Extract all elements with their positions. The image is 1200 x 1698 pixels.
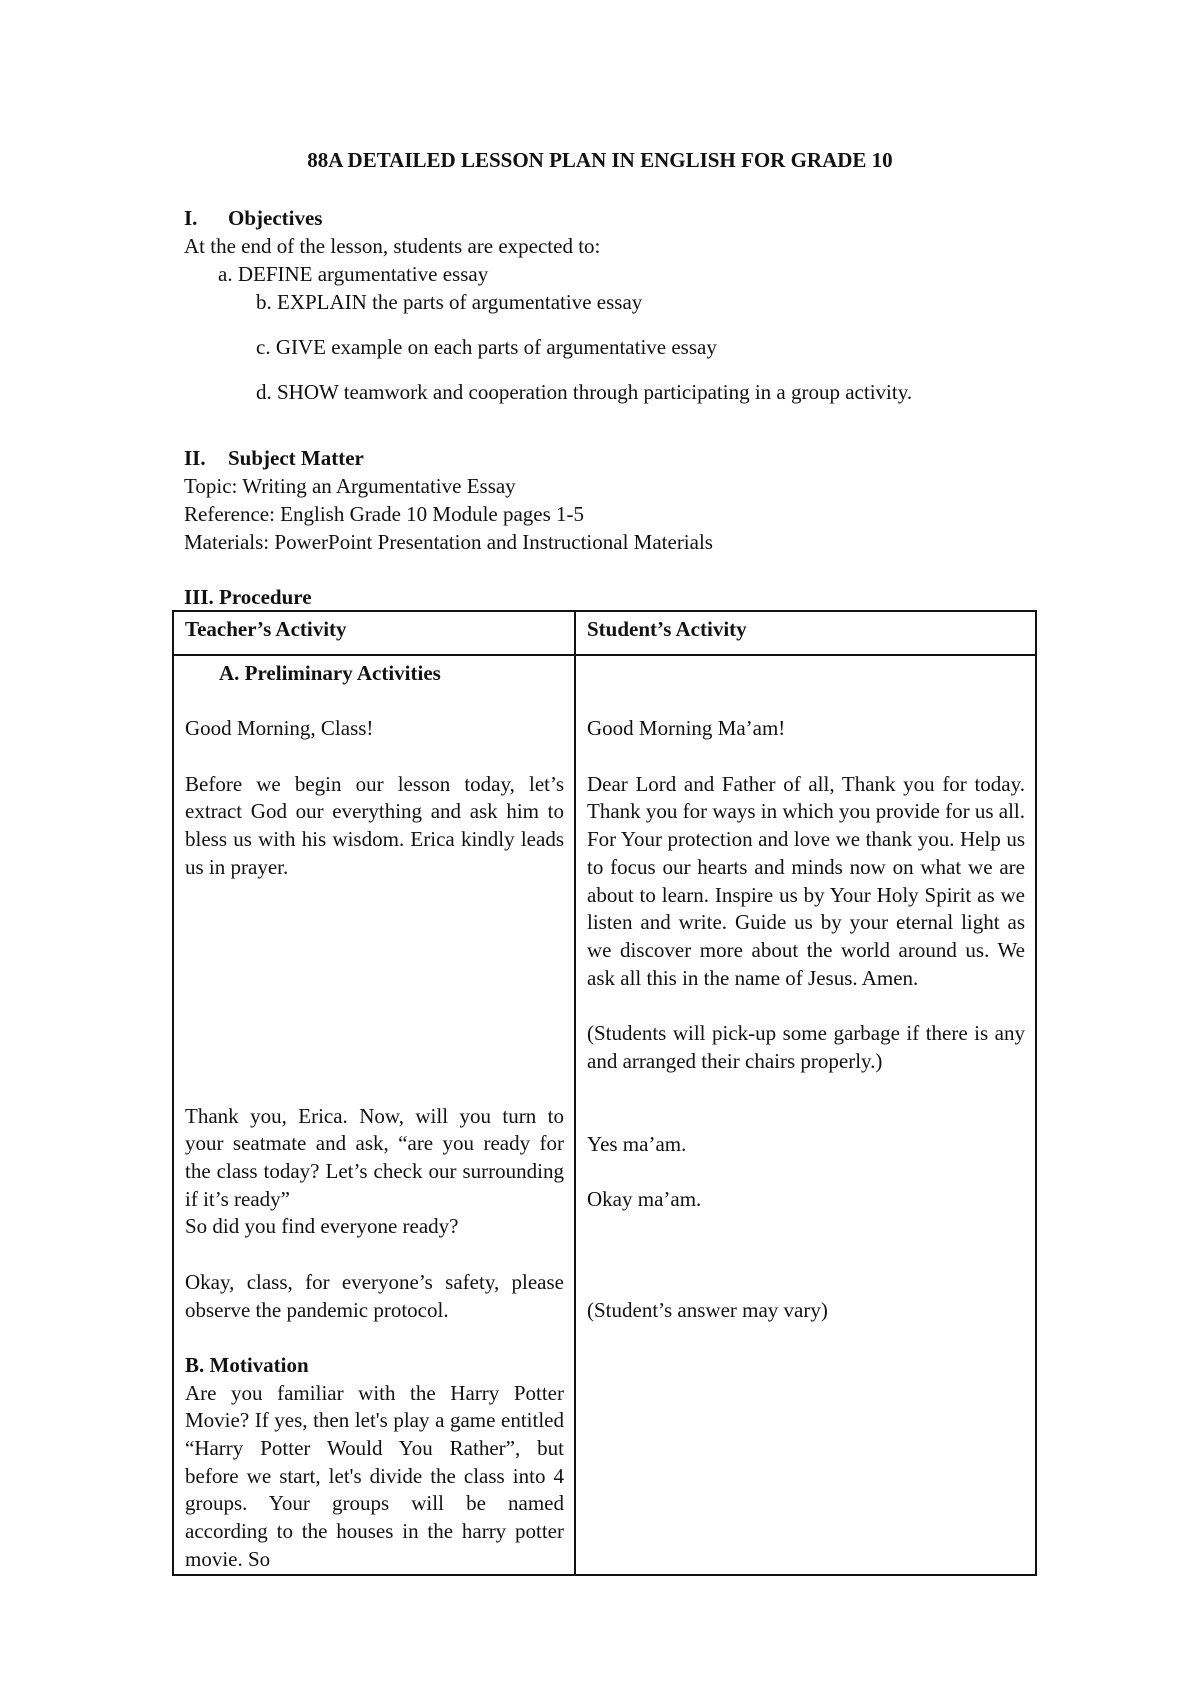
subject-matter-number: II. <box>184 446 206 470</box>
objectives-heading-text: Objectives <box>228 206 323 230</box>
objective-item-a: a. DEFINE argumentative essay <box>218 262 489 286</box>
objectives-intro: At the end of the lesson, students are expected to: <box>184 234 601 258</box>
teacher-greeting: Good Morning, Class! <box>185 716 374 741</box>
student-greeting: Good Morning Ma’am! <box>587 716 786 741</box>
teacher-safety-reminder: Okay, class, for everyone’s safety, please observe the pandemic protocol. <box>185 1269 564 1322</box>
teacher-activity-cell <box>173 655 575 1575</box>
subject-matter-heading-text: Subject Matter <box>228 446 364 470</box>
column-header-teacher: Teacher’s Activity <box>173 611 575 655</box>
teacher-seatmate-instruction: Thank you, Erica. Now, will you turn to your seatmate and ask, “are you ready for the class today? Let’s check our surrounding if it’s ready” <box>185 1103 564 1211</box>
subject-matter-section <box>184 444 1044 556</box>
student-prayer: Dear Lord and Father of all, Thank you for today. Thank you for ways in which you provide for us all. For Your protection and love we thank you. Help us to focus our hearts and minds now on what we are about to learn. Inspire us by Your Holy Spirit as we listen and write. Guide us by your eternal light as we discover more about the world around us. We ask all this in the name of Jesus. Amen. <box>587 771 1025 990</box>
procedure-table <box>172 610 1037 1576</box>
objective-item-d: d. SHOW teamwork and cooperation through participating in a group activity. <box>256 380 913 404</box>
section-b-heading: B. Motivation <box>185 1352 309 1377</box>
procedure-section <box>184 583 1044 611</box>
teacher-prayer-request: Before we begin our lesson today, let’s extract God our everything and ask him to bless us with his wisdom. Erica kindly leads us in prayer. <box>185 771 564 879</box>
subject-materials: Materials: PowerPoint Presentation and Instructional Materials <box>184 530 713 554</box>
section-a-heading: A. Preliminary Activities <box>219 661 441 685</box>
student-motivation-answer: (Student’s answer may vary) <box>587 1298 828 1323</box>
objectives-heading <box>184 204 1044 232</box>
subject-reference: Reference: English Grade 10 Module pages 1-5 <box>184 502 585 526</box>
objectives-number: I. <box>184 206 198 230</box>
objective-item-b: b. EXPLAIN the parts of argumentative essay <box>256 290 643 314</box>
objectives-section <box>184 204 1044 406</box>
student-ready-answer: Yes ma’am. <box>587 1131 687 1156</box>
table-header-row <box>173 611 1036 655</box>
column-header-student: Student’s Activity <box>575 611 1036 655</box>
document-title: 88A DETAILED LESSON PLAN IN ENGLISH FOR GRADE 10 <box>307 148 893 172</box>
student-cleanup-action: (Students will pick-up some garbage if there is any and arranged their chairs properly.) <box>587 1021 1025 1073</box>
student-okay-answer: Okay ma’am. <box>587 1187 702 1212</box>
procedure-heading: III. Procedure <box>184 585 312 609</box>
teacher-ready-question: So did you find everyone ready? <box>185 1214 459 1239</box>
subject-matter-heading <box>184 444 1044 472</box>
table-row <box>173 655 1036 1575</box>
teacher-motivation-text: Are you familiar with the Harry Potter Movie? If yes, then let's play a game entitled “Harry Potter Would You Rather”, but before we start, let's divide the class into 4 groups. Your groups will be named according to the houses in the harry potter movie. So <box>185 1380 564 1571</box>
subject-topic: Topic: Writing an Argumentative Essay <box>184 474 516 498</box>
student-activity-cell <box>575 655 1036 1575</box>
objective-item-c: c. GIVE example on each parts of argumentative essay <box>256 335 717 359</box>
